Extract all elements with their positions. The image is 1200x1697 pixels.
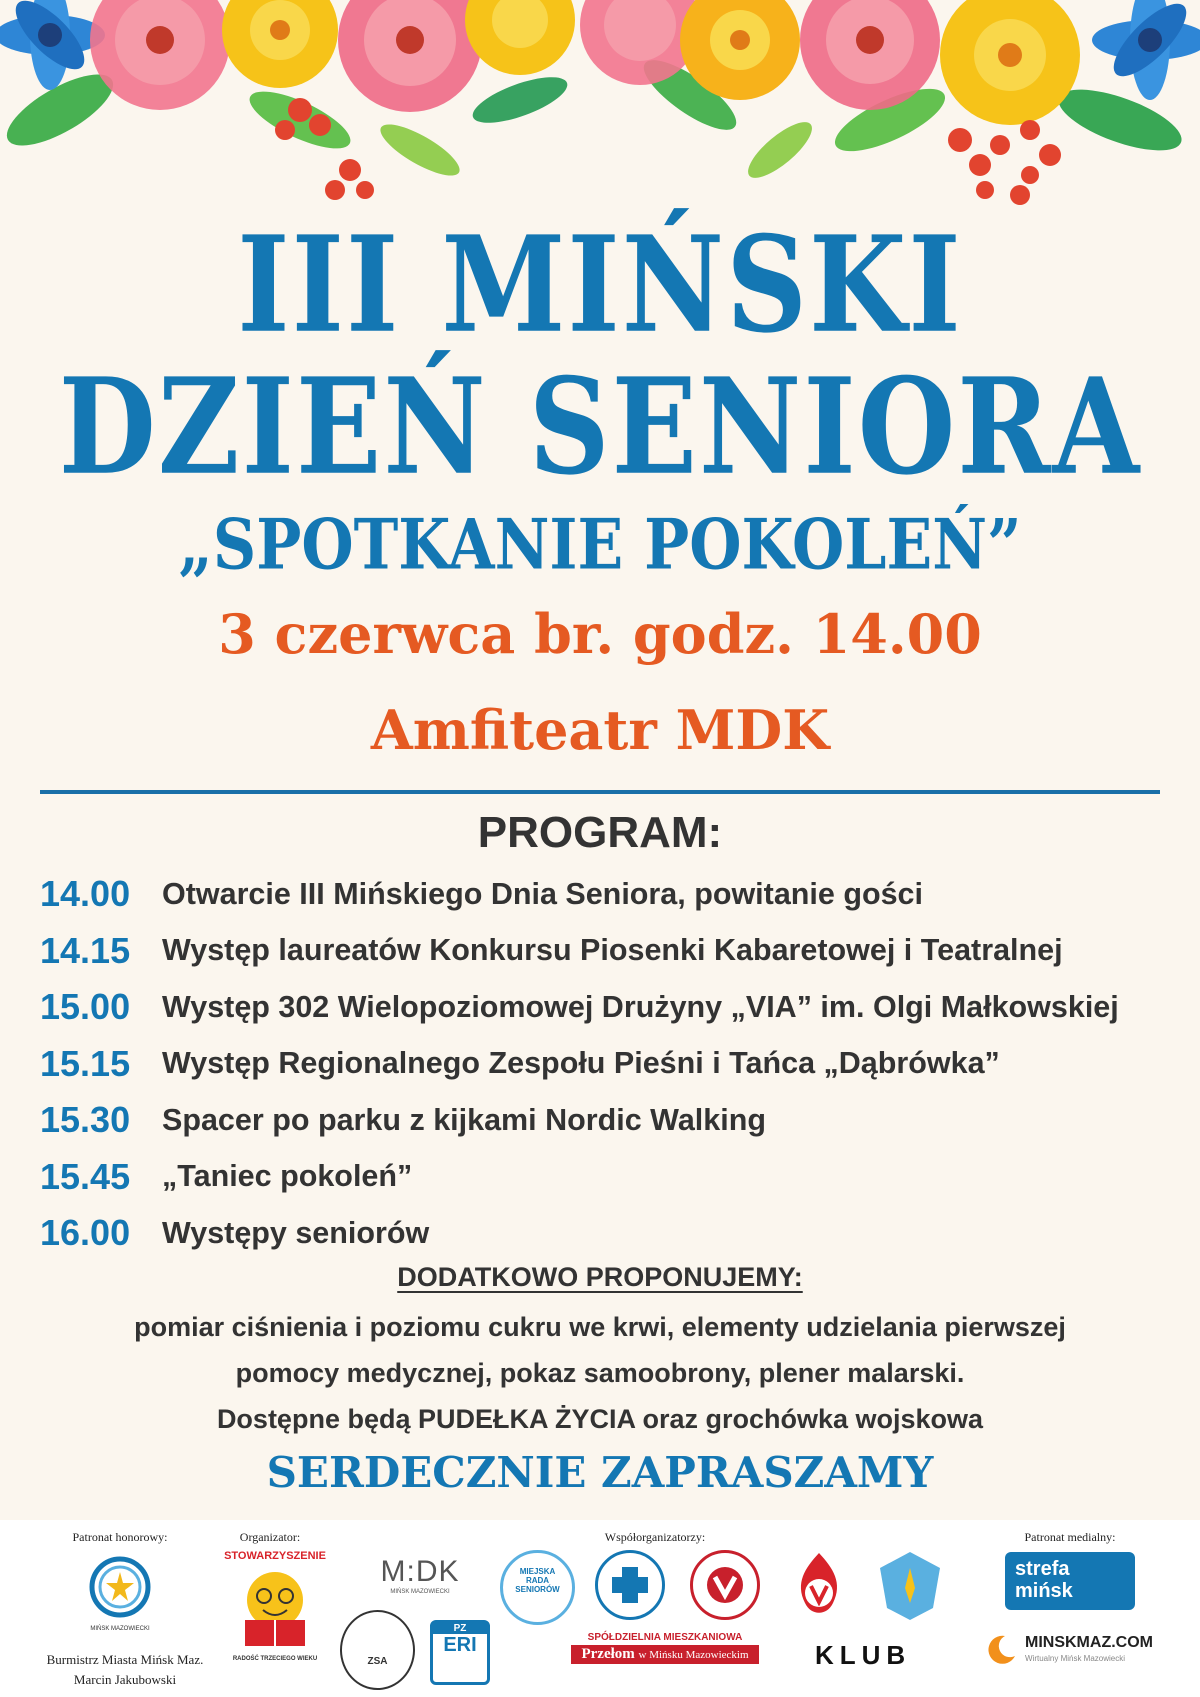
event-place: Amfiteatr MDK	[370, 698, 830, 762]
przelom-line-1: SPÓŁDZIELNIA MIESZKANIOWA	[587, 1632, 743, 1643]
label-patronat-medialny: Patronat medialny:	[1024, 1530, 1116, 1544]
program-time: 15.30	[40, 1099, 131, 1141]
pz-eri-logo	[430, 1620, 490, 1685]
subtitle: „SPOTKANIE POKOLEŃ”	[178, 505, 1022, 586]
burmistrz-caption	[20, 1650, 230, 1690]
minsk-herb-logo	[85, 1552, 155, 1637]
blue-flower-right	[1092, 0, 1200, 100]
przelom-line-2: Przełom	[581, 1646, 635, 1662]
sponsors-footer	[0, 1520, 1200, 1697]
program-desc: Występ Regionalnego Zespołu Pieśni i Tańca „Dąbrówka”	[162, 1046, 1000, 1081]
sun-reading-icon	[215, 1562, 335, 1652]
program-time: 16.00	[40, 1212, 131, 1254]
program-time: 15.15	[40, 1042, 131, 1084]
pz-text: PZ	[433, 1623, 487, 1634]
wojsko-logo	[785, 1548, 853, 1623]
pink-flower-2	[338, 0, 482, 112]
mdk-text: M:DK	[380, 1555, 460, 1588]
yellow-flower-2	[465, 0, 575, 75]
zsa-logo	[340, 1610, 415, 1690]
klub-logo	[815, 1640, 955, 1680]
extras-heading	[0, 1262, 1200, 1293]
divider	[40, 790, 1160, 794]
label-patronat-honorowy: Patronat honorowy:	[72, 1530, 168, 1544]
strefa-line-2: mińsk	[1015, 1580, 1073, 1602]
extras-line-1: pomiar ciśnienia i poziomu cukru we krwi, elementy udzielania pierwszej	[134, 1312, 1066, 1342]
program-list	[40, 866, 1180, 1262]
program-item	[40, 979, 1180, 1036]
program-time: 14.15	[40, 929, 131, 971]
rada-line-2: RADA	[525, 1576, 550, 1585]
program-desc: Otwarcie III Mińskiego Dnia Seniora, powitanie gości	[162, 876, 923, 911]
extras-line-3: Dostępne będą PUDEŁKA ŻYCIA oraz grochówka wojskowa	[216, 1404, 984, 1434]
herb-caption: MIŃSK MAZOWIECKI	[90, 1626, 150, 1632]
program-desc: Występ laureatów Konkursu Piosenki Kabaretowej i Teatralnej	[162, 933, 1063, 968]
program-heading: PROGRAM:	[477, 808, 723, 857]
przelom-line-3: w Mińsku Mazowieckim	[638, 1649, 749, 1661]
flame-emblem-icon	[785, 1548, 853, 1623]
event-date: 3 czerwca br. godz. 14.00	[218, 602, 982, 666]
zdrowie-logo	[595, 1550, 665, 1620]
burmistrz-line-2: Marcin Jakubowski	[73, 1672, 177, 1687]
title-line-1: III MIŃSKI	[237, 208, 963, 363]
minskmaz-text: MINSKMAZ.COM	[1025, 1634, 1153, 1651]
program-desc: Spacer po parku z kijkami Nordic Walking	[162, 1102, 766, 1137]
zandarm-logo	[690, 1550, 760, 1620]
strefa-line-1: strefa	[1015, 1558, 1070, 1580]
program-time: 14.00	[40, 873, 131, 915]
yellow-flower-1	[222, 0, 338, 88]
herb-icon	[85, 1552, 155, 1622]
stowarzyszenie-top: STOWARZYSZENIE	[224, 1550, 326, 1562]
program-desc: Występ 302 Wielopoziomowej Drużyny „VIA” im. Olgi Małkowskiej	[162, 989, 1119, 1024]
invitation: SERDECZNIE ZAPRASZAMY	[266, 1448, 934, 1497]
label-wspolorganizatorzy: Współorganizatorzy:	[604, 1530, 706, 1544]
rada-seniorow-logo	[500, 1550, 575, 1625]
yellow-flower-4	[940, 0, 1080, 125]
rada-line-1: MIEJSKA	[519, 1567, 556, 1576]
przelom-logo	[540, 1632, 790, 1680]
przelom-name-box	[571, 1645, 758, 1664]
rada-line-3: SENIORÓW	[515, 1585, 560, 1594]
cross-icon	[598, 1553, 662, 1617]
extras-line-2: pomocy medycznej, pokaz samoobrony, plener malarski.	[235, 1358, 965, 1388]
minskmaz-logo	[985, 1630, 1185, 1675]
program-desc: Występy seniorów	[162, 1215, 430, 1250]
stowarzyszenie-bottom: RADOŚĆ TRZECIEGO WIEKU	[232, 1656, 318, 1662]
label-organizator: Organizator:	[239, 1530, 301, 1544]
program-item	[40, 1092, 1180, 1149]
shield-icon	[875, 1548, 945, 1623]
red-berries	[275, 98, 1061, 205]
zsa-text: ZSA	[367, 1656, 388, 1667]
program-item	[40, 1149, 1180, 1206]
eri-text: ERI	[443, 1634, 477, 1656]
mdk-sub: MIŃSK MAZOWIECKI	[390, 1589, 450, 1595]
program-desc: „Taniec pokoleń”	[162, 1159, 413, 1194]
program-item	[40, 1205, 1180, 1262]
emblem-icon	[693, 1553, 757, 1617]
extras-text	[0, 1304, 1200, 1442]
program-time: 15.00	[40, 986, 131, 1028]
strefa-minsk-logo	[1005, 1552, 1135, 1610]
program-time: 15.45	[40, 1155, 131, 1197]
floral-header-decoration	[0, 0, 1200, 215]
stowarzyszenie-logo	[215, 1550, 335, 1680]
mdk-logo	[380, 1555, 460, 1605]
pink-flower-1	[90, 0, 230, 110]
klub-text: KLUB	[815, 1640, 912, 1670]
program-item	[40, 1036, 1180, 1093]
extras-heading-text: DODATKOWO PROPONUJEMY:	[397, 1262, 803, 1292]
burmistrz-line-1: Burmistrz Miasta Mińsk Maz.	[46, 1652, 204, 1667]
harcerze-logo	[875, 1548, 945, 1623]
program-item	[40, 866, 1180, 923]
program-item	[40, 923, 1180, 980]
moon-icon	[985, 1632, 1019, 1666]
title-line-2: DZIEŃ SENIORA	[58, 350, 1142, 505]
minskmaz-sub: Wirtualny Mińsk Mazowiecki	[1025, 1654, 1126, 1663]
